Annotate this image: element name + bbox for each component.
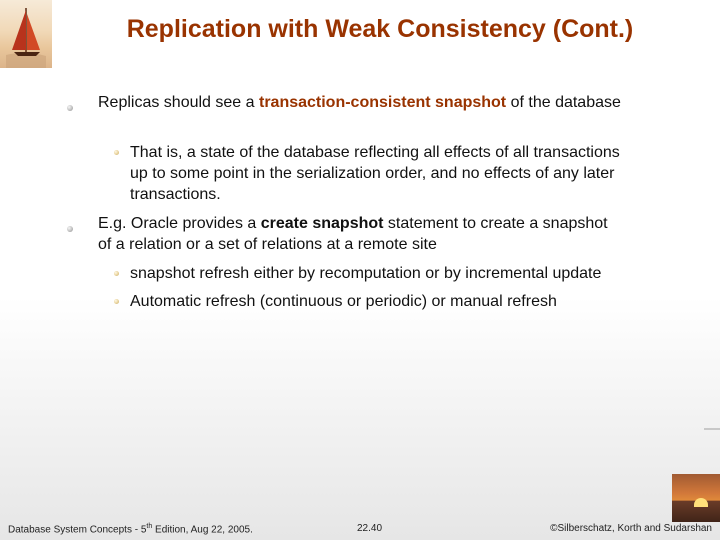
- bullet-marker: [67, 105, 73, 111]
- bullet-marker: [67, 226, 73, 232]
- sunset-image-icon: [672, 474, 720, 522]
- footer-book: Database System Concepts - 5th Edition, Aug 22, 2005.: [8, 523, 253, 536]
- sailboat-logo-icon: [0, 0, 52, 68]
- slide-title: Replication with Weak Consistency (Cont.): [126, 15, 634, 43]
- bullet-text-post: of the database: [506, 94, 621, 111]
- subbullet-text: snapshot refresh either by recomputation or by incremental update: [130, 265, 602, 282]
- bullet-text-pre: Replicas should see a: [98, 94, 259, 111]
- highlight-term: transaction-consistent snapshot: [258, 94, 507, 111]
- subbullet-marker: [114, 299, 119, 304]
- subbullet-marker: [114, 150, 119, 155]
- subbullet-text: Automatic refresh (continuous or periodic) or manual refresh: [130, 293, 557, 310]
- bullet-text-post: statement to create a snapshot of a relation or a set of relations at a remote site: [98, 215, 608, 253]
- page-number: 22.40: [357, 523, 383, 534]
- bullet-text: [98, 213, 608, 255]
- footer-copyright: ©Silberschatz, Korth and Sudarshan: [550, 523, 712, 534]
- bullet-text-pre: E.g. Oracle provides a: [98, 215, 261, 232]
- decorative-divider: [704, 428, 720, 430]
- keyword-term: create snapshot: [260, 215, 384, 232]
- bullet-text: [98, 92, 658, 113]
- subbullet-text: That is, a state of the database reflecting all effects of all transactions up to some point in the serialization order, and no effects of any later transactions.: [130, 144, 620, 203]
- subbullet-marker: [114, 271, 119, 276]
